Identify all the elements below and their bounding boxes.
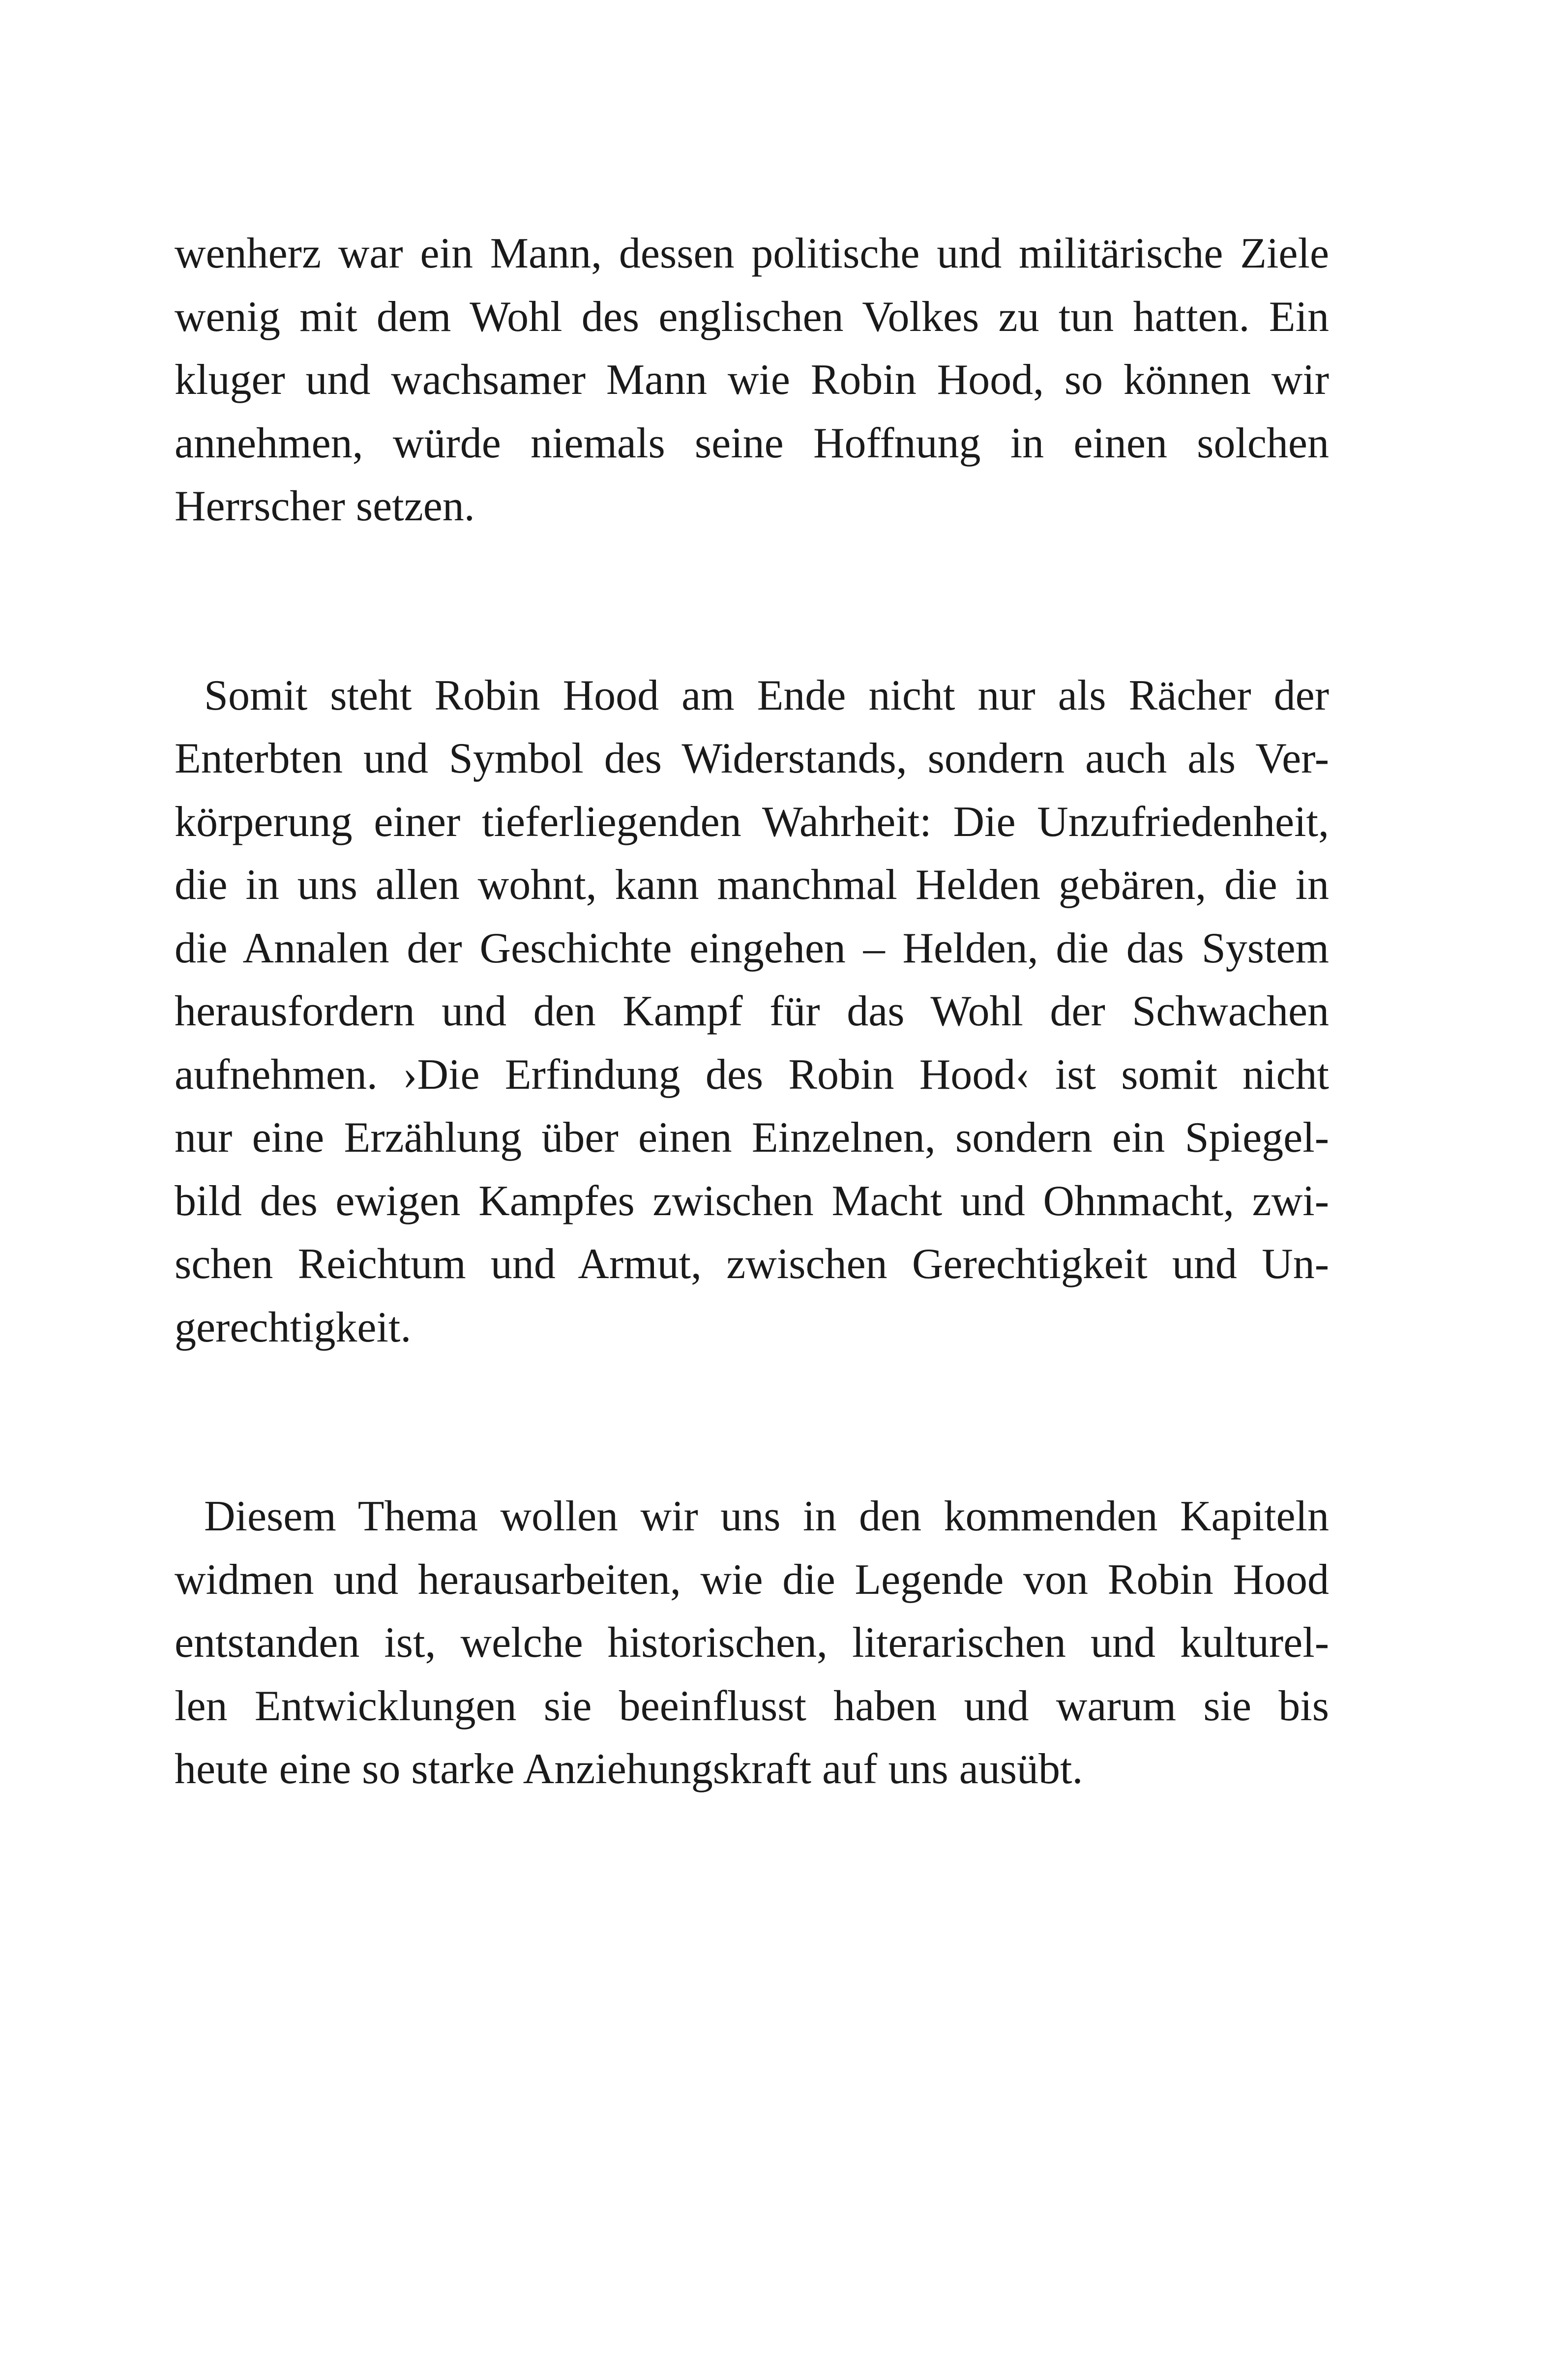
text-line: die in uns allen wohnt, kann manchmal Helden gebären, die in: [175, 861, 1329, 909]
text-line: kluger und wachsamer Mann wie Robin Hood, so können wir: [175, 356, 1329, 404]
paragraph-3: [175, 1485, 1329, 1801]
text-line: die Annalen der Geschichte eingehen – Helden, die das System: [175, 924, 1329, 972]
text-line: wenherz war ein Mann, dessen politische und militärische Ziele: [175, 230, 1329, 277]
text-line: herausfordern und den Kampf für das Wohl der Schwachen: [175, 987, 1329, 1035]
paragraph-1: [175, 222, 1329, 538]
text-line: körperung einer tieferliegenden Wahrheit: Die Unzufriedenheit,: [175, 798, 1329, 846]
text-line: widmen und herausarbeiten, wie die Legende von Robin Hood: [175, 1555, 1329, 1604]
paragraph-spacer: [175, 1359, 1329, 1485]
text-line: len Entwicklungen sie beeinflusst haben und warum sie bis: [175, 1682, 1329, 1730]
text-line: Enterbten und Symbol des Widerstands, sondern auch als Ver-: [175, 735, 1329, 782]
text-line: gerechtigkeit.: [175, 1303, 412, 1351]
text-line: entstanden ist, welche historischen, literarischen und kulturel-: [175, 1619, 1329, 1667]
text-line: Herrscher setzen.: [175, 482, 475, 530]
paragraph-2: [175, 664, 1329, 1360]
text-line: heute eine so starke Anziehungskraft auf uns ausübt.: [175, 1745, 1083, 1793]
text-line: nur eine Erzählung über einen Einzelnen, sondern ein Spiegel-: [175, 1114, 1329, 1162]
text-line: schen Reichtum und Armut, zwischen Gerechtigkeit und Un-: [175, 1240, 1329, 1288]
text-line: aufnehmen. ›Die Erfindung des Robin Hood‹ ist somit nicht: [175, 1050, 1329, 1099]
paragraph-spacer: [175, 538, 1329, 664]
text-line: wenig mit dem Wohl des englischen Volkes zu tun hatten. Ein: [175, 293, 1329, 341]
text-line: bild des ewigen Kampfes zwischen Macht und Ohnmacht, zwi-: [175, 1177, 1329, 1225]
text-line: Diesem Thema wollen wir uns in den kommenden Kapiteln: [204, 1492, 1329, 1540]
text-line: annehmen, würde niemals seine Hoffnung in einen solchen: [175, 419, 1329, 467]
body-text: [175, 222, 1329, 1801]
text-line: Somit steht Robin Hood am Ende nicht nur als Rächer der: [204, 671, 1329, 719]
